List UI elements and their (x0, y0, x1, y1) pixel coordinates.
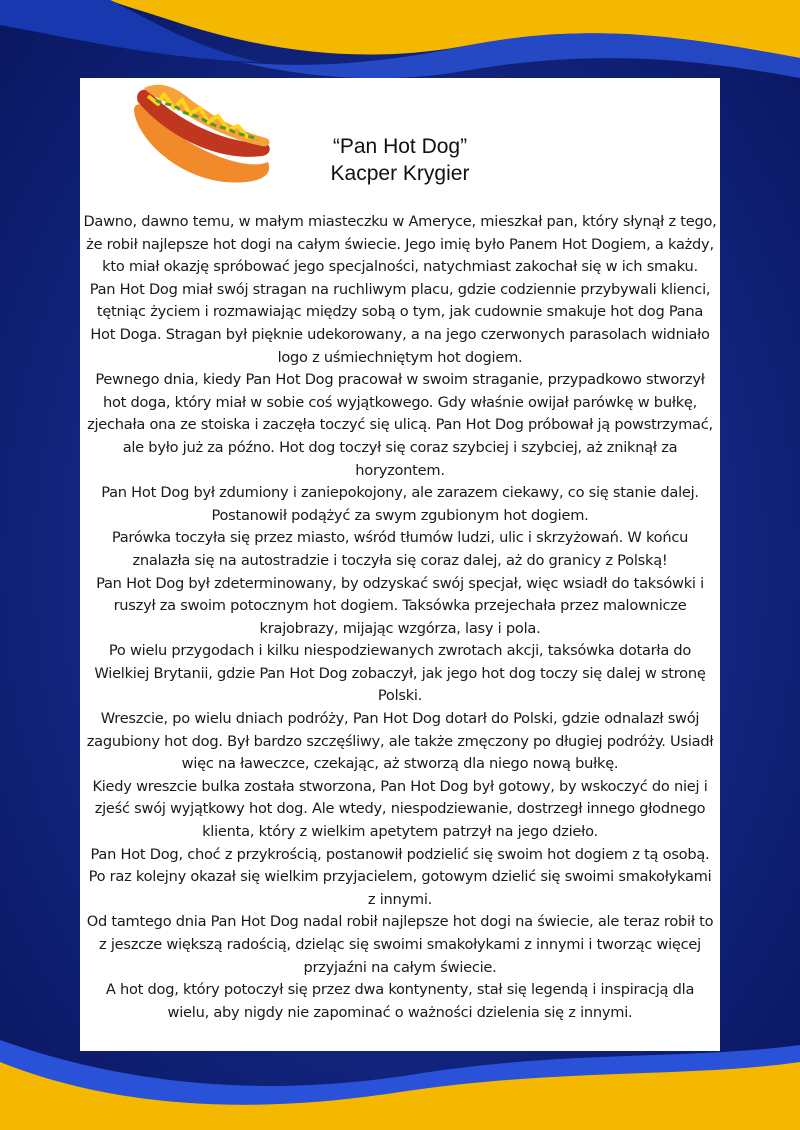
story-paragraph: Pan Hot Dog był zdeterminowany, by odzyskać swój specjał, więc wsiadł do taksówki i ruszył za swoim potocznym hot dogiem. Taksówka przejechała przez malownicze krajobrazy, mijając wzgórza, lasy i pola. (96, 574, 704, 637)
story-paragraph: Pan Hot Dog był zdumiony i zaniepokojony, ale zarazem ciekawy, co się stanie dalej. Postanowił podążyć za swym zgubionym hot dogiem. (101, 484, 699, 524)
story-text (83, 211, 717, 1024)
hot-dog-icon (126, 80, 276, 190)
story-paragraph: Od tamtego dnia Pan Hot Dog nadal robił najlepsze hot dogi na świecie, ale teraz robił to z jeszcze większą radością, dzieląc się swoimi smakołykami z innymi i tworząc więcej przyjaźni na całym świecie. (86, 913, 714, 976)
story-paragraph: Kiedy wreszcie bulka została stworzona, Pan Hot Dog był gotowy, by wskoczyć do niej i zjeść swój wyjątkowy hot dog. Ale wtedy, niespodziewanie, dostrzegł innego głodnego klienta, który z wielkim apetytem patrzył na jego dzieło. (92, 777, 708, 841)
story-paragraph: Pewnego dnia, kiedy Pan Hot Dog pracował w swoim straganie, przypadkowo stworzył hot doga, który miał w sobie coś wyjątkowego. Gdy właśnie owijał parówkę w bułkę, zjechała ona ze stoiska i zaczęła toczyć się ulicą. Pan Hot Dog próbował ją powstrzymać, ale było już za późno. Hot dog toczył się coraz szybciej i szybciej, aż zniknął za horyzontem. (87, 371, 713, 479)
story-paragraph: A hot dog, który potoczył się przez dwa kontynenty, stał się legendą i inspiracją dla wielu, aby nigdy nie zapominać o ważności dzielenia się z innymi. (105, 981, 695, 1021)
story-paragraph: Parówka toczyła się przez miasto, wśród tłumów ludzi, ulic i skrzyżowań. W końcu znalazła się na autostradzie i toczyła się coraz dalej, aż do granicy z Polską! (111, 529, 689, 569)
story-paragraph: Wreszcie, po wielu dniach podróży, Pan Hot Dog dotarł do Polski, gdzie odnalazł swój zagubiony hot dog. Był bardzo szczęśliwy, ale także zmęczony po długiej podróży. Usiadł więc na ławeczce, czekając, aż stworzą dla niego nową bułkę. (86, 710, 714, 773)
story-title: “Pan Hot Dog” (332, 135, 468, 158)
story-page (80, 78, 720, 1051)
story-paragraph: Po wielu przygodach i kilku niespodziewanych zwrotach akcji, taksówka dotarła do Wielkiej Brytanii, gdzie Pan Hot Dog zobaczył, jak jego hot dog toczy się dalej w stronę Polski. (94, 642, 706, 705)
title-block (260, 133, 540, 187)
story-paragraph: Dawno, dawno temu, w małym miasteczku w Ameryce, mieszkał pan, który słynął z tego, że robił najlepsze hot dogi na całym świecie. Jego imię było Panem Hot Dogiem, a każdy, kto miał okazję spróbować jego specjalności, natychmiast zakochał się w ich smaku. (83, 213, 717, 276)
story-author: Kacper Krygier (330, 162, 470, 185)
story-paragraph: Pan Hot Dog, choć z przykrością, postanowił podzielić się swoim hot dogiem z tą osobą. Po raz kolejny okazał się wielkim przyjacielem, gotowym dzielić się swoimi smakołykami z innymi. (88, 845, 712, 908)
story-paragraph: Pan Hot Dog miał swój stragan na ruchliwym placu, gdzie codziennie przybywali klienci, tętniąc życiem i rozmawiając między sobą o tym, jak cudownie smakuje hot dog Pana Hot Doga. Stragan był pięknie udekorowany, a na jego czerwonych parasolach widniało logo z uśmiechniętym hot dogiem. (89, 280, 711, 366)
